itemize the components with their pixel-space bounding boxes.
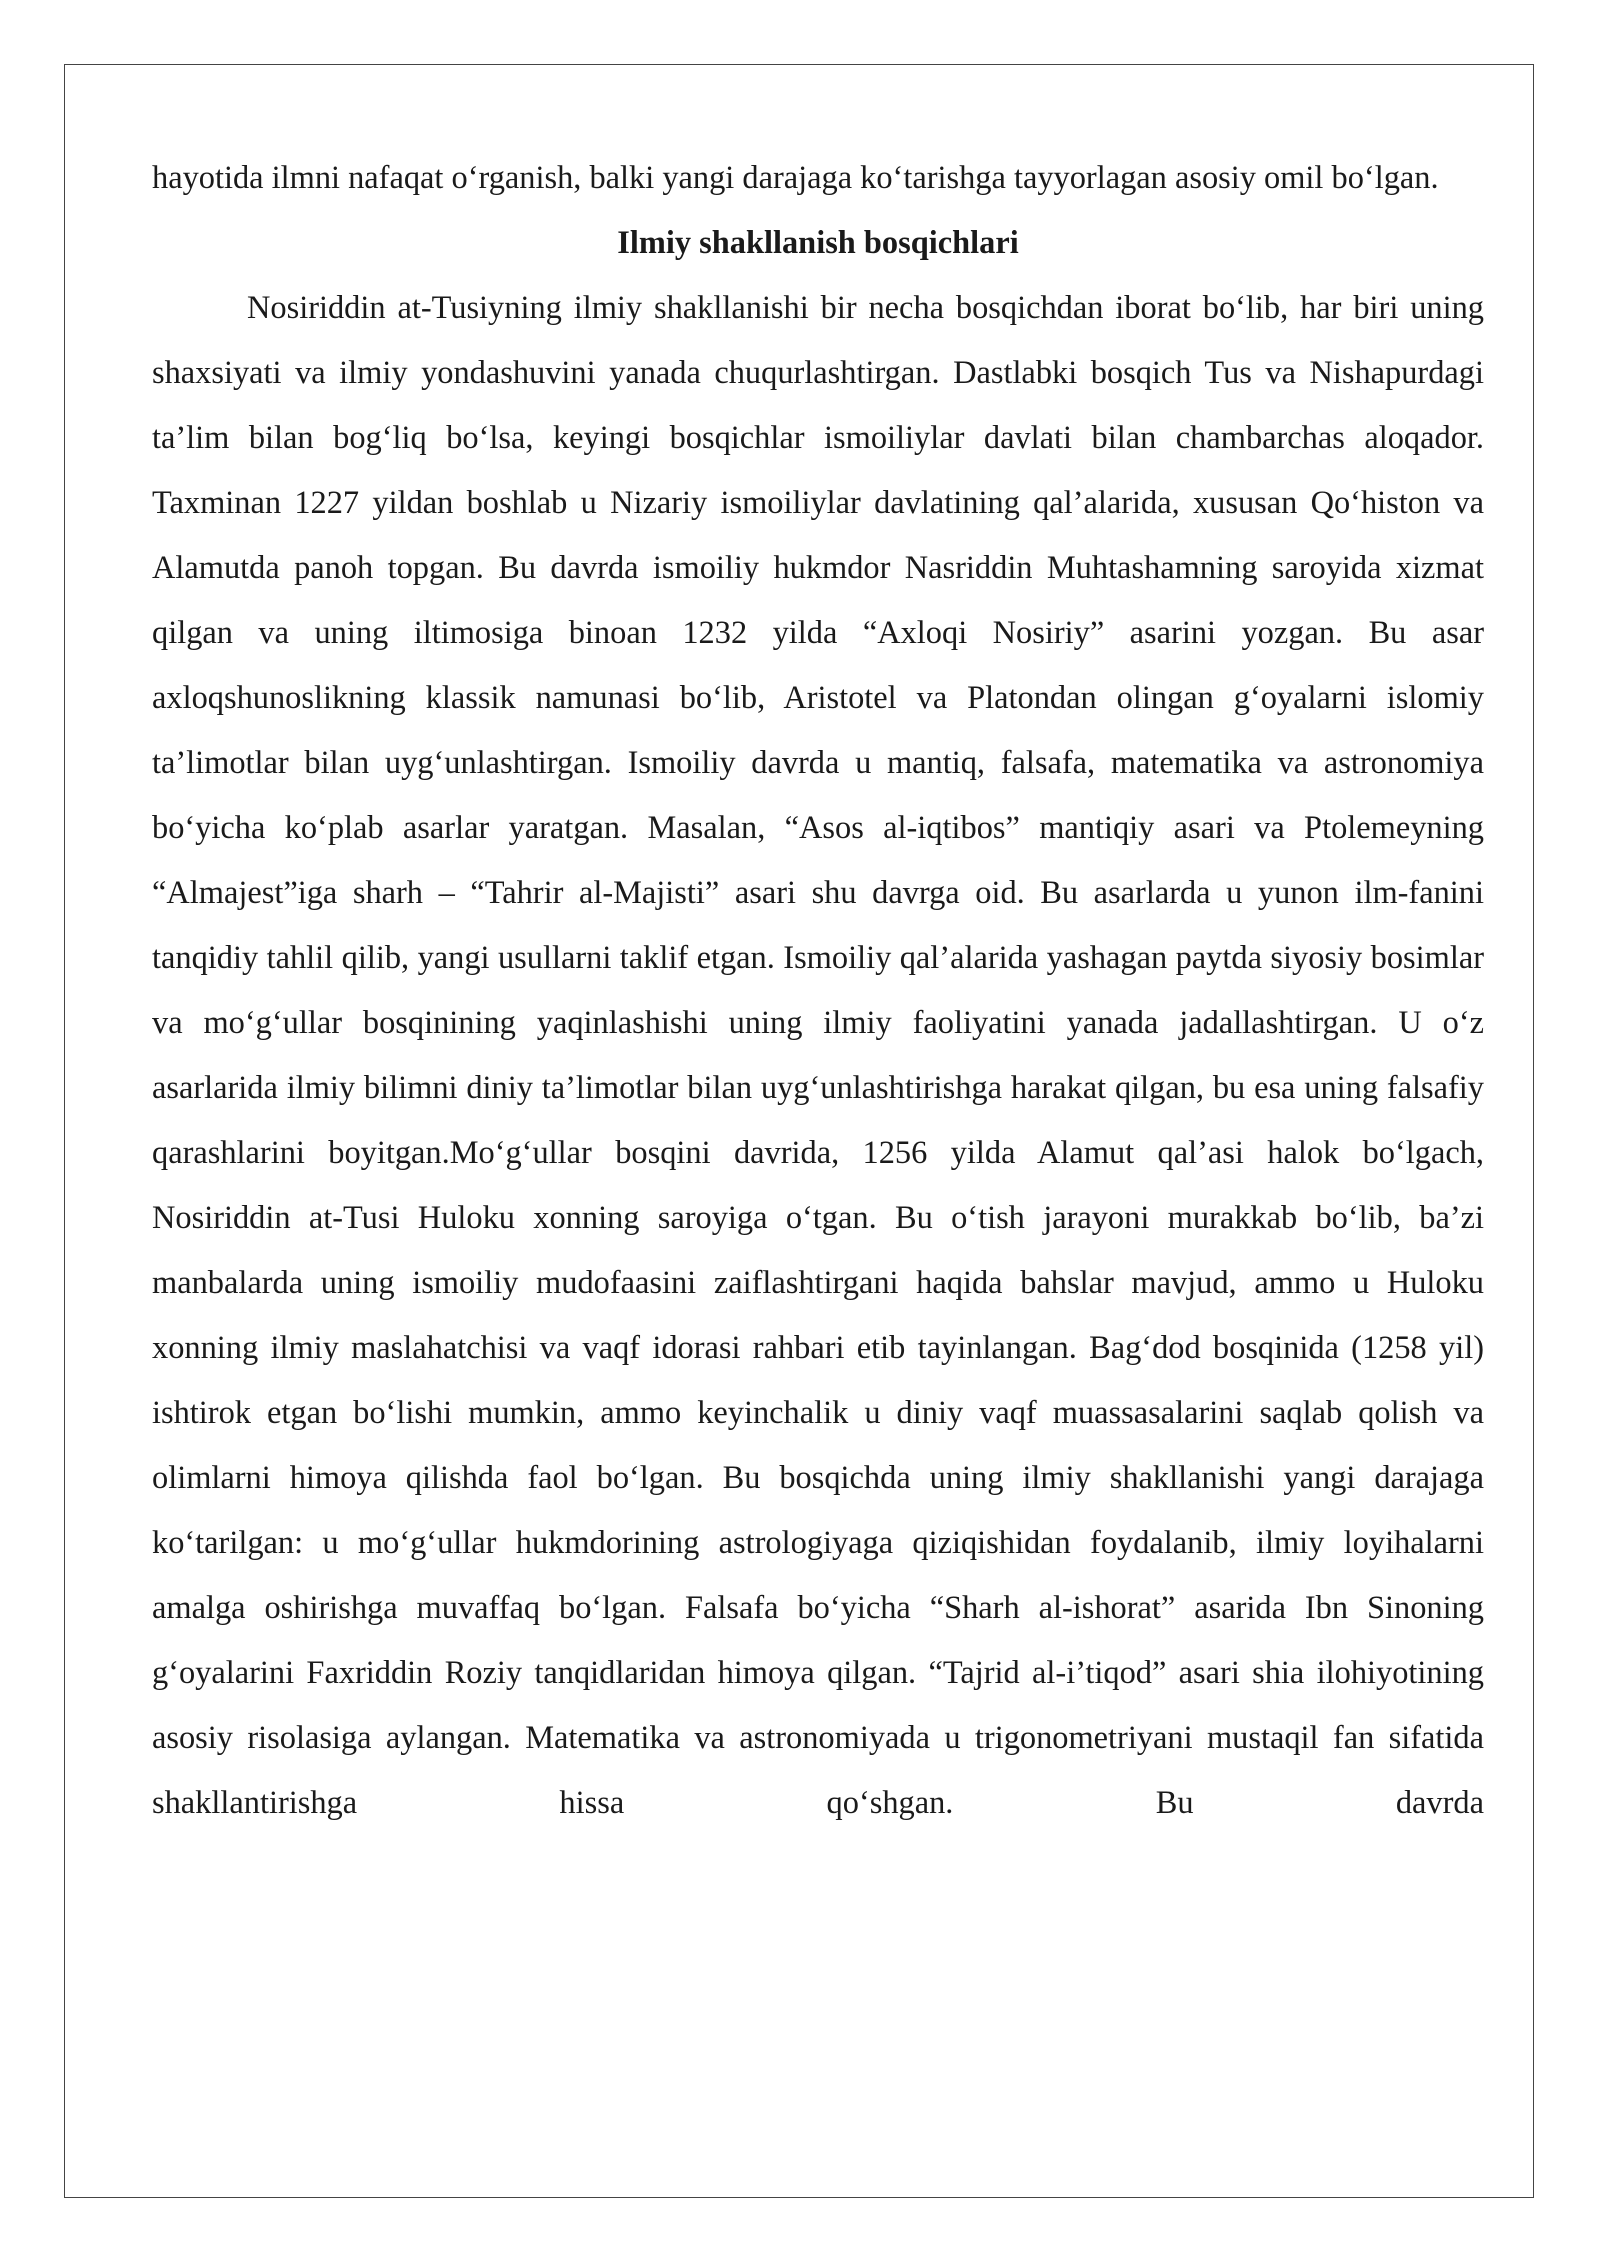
document-body [152,146,1484,1836]
intro-paragraph: hayotida ilmni nafaqat o‘rganish, balki yangi darajaga ko‘tarishga tayyorlagan asosiy omil bo‘lgan. [152,160,1439,196]
section-heading: Ilmiy shakllanish bosqichlari [617,225,1019,261]
body-paragraph: Nosiriddin at-Tusiyning ilmiy shakllanishi bir necha bosqichdan iborat bo‘lib, har biri uning shaxsiyati va ilmiy yondashuvini yanada chuqurlashtirgan. Dastlabki bosqich Tus va Nishapurdagi ta’lim bilan bog‘liq bo‘lsa, keyingi bosqichlar ismoiliylar davlati bilan chambarchas aloqador. Taxminan 1227 yildan boshlab u Nizariy ismoiliylar davlatining qal’alarida, xususan Qo‘histon va Alamutda panoh topgan. Bu davrda ismoiliy hukmdor Nasriddin Muhtashamning saroyida xizmat qilgan va uning iltimosiga binoan 1232 yilda “Axloqi Nosiriy” asarini yozgan. Bu asar axloqshunoslikning klassik namunasi bo‘lib, Aristotel va Platondan olingan g‘oyalarni islomiy ta’limotlar bilan uyg‘unlashtirgan. Ismoiliy davrda u mantiq, falsafa, matematika va astronomiya bo‘yicha ko‘plab asarlar yaratgan. Masalan, “Asos al-iqtibos” mantiqiy asari va Ptolemeyning “Almajest”iga sharh – “Tahrir al-Majisti” asari shu davrga oid. Bu asarlarda u yunon ilm-fanini tanqidiy tahlil qilib, yangi usullarni taklif etgan. Ismoiliy qal’alarida yashagan paytda siyosiy bosimlar va mo‘g‘ullar bosqinining yaqinlashishi uning ilmiy faoliyatini yanada jadallashtirgan. U o‘z asarlarida ilmiy bilimni diniy ta’limotlar bilan uyg‘unlashtirishga harakat qilgan, bu esa uning falsafiy qarashlarini boyitgan.Mo‘g‘ullar bosqini davrida, 1256 yilda Alamut qal’asi halok bo‘lgach, Nosiriddin at-Tusi Huloku xonning saroyiga o‘tgan. Bu o‘tish jarayoni murakkab bo‘lib, ba’zi manbalarda uning ismoiliy mudofaasini zaiflashtirgani haqida bahslar mavjud, ammo u Huloku xonning ilmiy maslahatchisi va vaqf idorasi rahbari etib tayinlangan. Bag‘dod bosqinida (1258 yil) ishtirok etgan bo‘lishi mumkin, ammo keyinchalik u diniy vaqf muassasalarini saqlab qolish va olimlarni himoya qilishda faol bo‘lgan. Bu bosqichda uning ilmiy shakllanishi yangi darajaga ko‘tarilgan: u mo‘g‘ullar hukmdorining astrologiyaga qiziqishidan foydalanib, ilmiy loyihalarni amalga oshirishga muvaffaq bo‘lgan. Falsafa bo‘yicha “Sharh al-ishorat” asarida Ibn Sinoning g‘oyalarini Faxriddin Roziy tanqidlaridan himoya qilgan. “Tajrid al-i’tiqod” asari shia ilohiyotining asosiy risolasiga aylangan. Matematika va astronomiyada u trigonometriyani mustaqil fan sifatida shakllantirishga hissa qo‘shgan. Bu davrda [152,290,1484,1821]
